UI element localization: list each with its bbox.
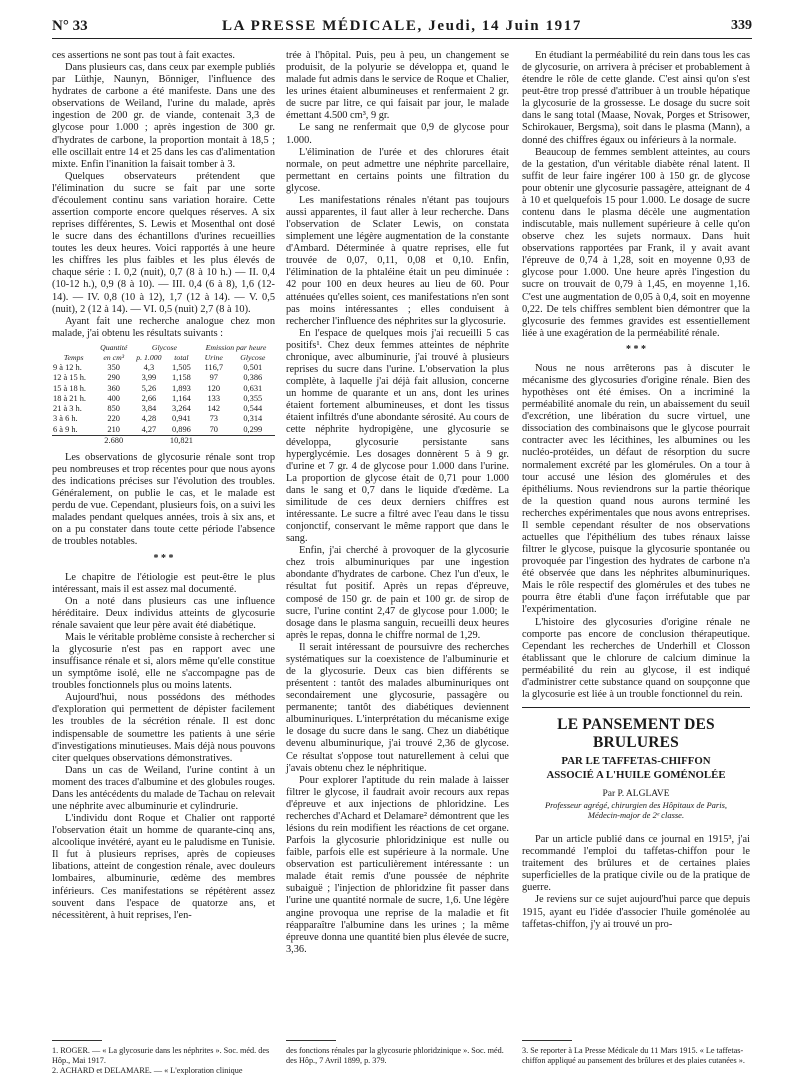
table-total-row — [52, 435, 275, 446]
footnote: 1. ROGER. — « La glycosurie dans les néphrites ». Soc. méd. des Hôp., Mai 1917. — [52, 1046, 270, 1065]
footnotes-col3 — [522, 1046, 750, 1066]
footnotes-col2 — [286, 1046, 509, 1066]
table-cell: 4,3 — [143, 363, 155, 373]
table-header: p. 1.000 — [136, 353, 162, 363]
table-row — [52, 363, 275, 373]
table-header: total — [174, 353, 189, 363]
issue-number: N° 33 — [52, 18, 88, 34]
paragraph: Les manifestations rénales n'étant pas toujours aussi apparentes, il faut aller à leur recherche. Dans l'observation de Sclater Lewis, on constata simplement une légère augmentation de la constante d'Ambard. Déterminée à quatre reprises, elle fut trouvée de 0,07, 0,11, 0,08 et 0,10. Enfin, l'élimination de la phtaléine était un peu diminuée : 42 pour 100 en deux heures au lieu de 60. Pour atténuées qu'elles soient, ces manifestations n'en sont pas moins intéressantes ; elles conduisent à rechercher l'influence des néphrites sur la glycosurie. — [286, 194, 509, 327]
section-separator: * * * — [626, 343, 646, 355]
table-cell: 116,7 — [204, 363, 224, 373]
table-cell: 97 — [209, 373, 218, 383]
paragraph: Il serait intéressant de poursuivre des recherches systématiques sur la coexistence de l'albuminurie et de la glycosurie. Deux cas bien différents se présentent : tantôt des malades albuminuriques ont secondairement une glycosurie, passagère ou permanente; tantôt des diabétiques deviennent albuminuriques. L'interprétation du mécanisme exige le dosage du sucre dans le sang. Chez un diabétique devenu albuminurique, j'ai trouvé 2,36 de glycose. Ce résultat s'oppose tout naturellement à celui que j'avais obtenu chez le néphritique. — [286, 641, 509, 774]
table-row — [52, 394, 275, 404]
table-cell: 9 à 12 h. — [53, 363, 82, 373]
paragraph: En étudiant la perméabilité du rein dans tous les cas de glycosurie, on arrivera à préciser et probablement à étendre le rôle de cette glande. C'est ainsi qu'on s'est peut-être trop pressé d'attribuer à un trouble hépatique la glycosurie de la grossesse. Le dosage du sucre soit dans le sang total (Maase, Novak, Porges et Strisower, Schirokauer, Bergsma), soit dans le plasma (Mann), a donné des chiffres égaux ou inférieurs à la normale. — [522, 50, 750, 146]
paragraph: En l'espace de quelques mois j'ai recueilli 5 cas positifs¹. Chez deux femmes atteintes de néphrite chronique, avec albuminurie, j'ai trouvé à plusieurs reprises du sucre dans l'urine. L'observation la plus complète, à laquelle j'ai déjà fait allusion, concerne un homme de quarante et un ans, dont les urines étaient fortement albumineuses, et dont les tissus étaient infiltrés d'une abondante sérosité. Au cours de cette néphrite hydropigène, une glycosurie se développa, glycosurie persistante sans hyperglycémie. Les dosages donnèrent 5 à 9 gr. d'urine et 7 gr. 4 de glycose pour 1.000 dans l'urine. La proportion de glycose était de 0,71 pour 1.000 dans le sang et 0,7 dans le liquide d'œdème. La similitude de ces deux derniers chiffres est intéressante. Le sucre a filtré avec l'eau dans le tissu conjonctif, conservant le même rapport que dans le sang. — [286, 327, 509, 545]
article-subtitle: ASSOCIÉ A L'HUILE GOMÉNOLÉE — [546, 769, 726, 782]
table-cell: 15 à 18 h. — [53, 383, 87, 393]
page-number: 339 — [731, 18, 752, 33]
table-header: Urine — [204, 353, 223, 363]
table-header: Temps — [63, 353, 84, 363]
table-cell: 1,158 — [172, 373, 191, 383]
table-cell: 1,893 — [172, 383, 191, 393]
paragraph: ces assertions ne sont pas tout à fait exactes. — [52, 50, 235, 61]
table-cell: 73 — [209, 414, 218, 424]
paragraph: trée à l'hôpital. Puis, peu à peu, un changement se produisit, de la polyurie se développa et, quand le malade fut admis dans le service de Roque et Chalier, les urines étaient albumineuses et renfermaient 2 gr. de sucre par litre, ce qui faisait par jour, le malade émettant 4.500 cm³, 9 gr. — [286, 50, 509, 122]
column-3 — [522, 50, 750, 931]
table-cell: 360 — [107, 383, 120, 393]
author-affiliation — [522, 800, 750, 820]
table-cell: 18 à 21 h. — [53, 393, 87, 403]
table-cell: 0,355 — [243, 393, 263, 403]
table-cell: 3 à 6 h. — [53, 414, 78, 424]
footnote-divider — [286, 1040, 336, 1041]
paragraph: L'élimination de l'urée et des chlorures était normale, on peut admettre une néphrite parcellaire, permettant en certains points une filtration du glycose. — [286, 146, 509, 194]
table-cell: 0,299 — [243, 424, 263, 434]
table-cell: 0,631 — [243, 383, 263, 393]
page-header — [52, 14, 752, 39]
glycose-results-table — [52, 343, 275, 446]
table-cell: 0,314 — [243, 414, 263, 424]
article-author: Par P. ALGLAVE — [602, 789, 670, 800]
paragraph: Je reviens sur ce sujet aujourd'hui parce que depuis 1915, ayant eu l'idée d'associer l'huile goménolée au taffetas-chiffon, j'y ai trouvé un pro- — [522, 894, 750, 930]
table-cell: 21 à 3 h. — [53, 404, 82, 414]
column-2 — [286, 50, 509, 956]
affiliation-line: Professeur agrégé, chirurgien des Hôpitaux de Paris, — [544, 800, 728, 811]
footnote-divider — [52, 1040, 102, 1041]
table-cell: 0,386 — [243, 373, 263, 383]
article-subtitle: PAR LE TAFFETAS-CHIFFON — [561, 755, 711, 768]
table-cell: 2,66 — [141, 393, 157, 403]
table-cell: 0,941 — [172, 414, 191, 424]
paragraph: Le chapitre de l'étiologie est peut-être le plus intéressant, mais il est assez mal documenté. — [52, 571, 275, 595]
paragraph: Par un article publié dans ce journal en 1915³, j'ai recommandé l'emploi du taffetas-chiffon pour le traitement des brûlures et de certaines plaies superficielles de la pratique civile ou de la pratique de guerre. — [522, 834, 750, 894]
table-cell: 1,505 — [172, 363, 191, 373]
paragraph: Quelques observateurs prétendent que l'élimination du sucre se fait par une sorte d'écoulement continu sans variation horaire. Cette assertion comporte encore quelques réserves. A six reprises différentes, S. Lewis et Mosenthal ont dosé le sucre dans des échantillons d'urines recueillies toutes les deux heures. Voici rapportés à une heure les chiffres les plus faibles et les plus élevés de chaque série : I. 0,2 (nuit), 0,7 (8 à 10 h.) — II. 0,4 (10-12 h.), 0,9 (8 à 10). — III. 0,4 (6 à 8), 1,6 (12-14). — IV. 0,8 (10 à 12), 1,7 (12 à 14). — V. 0,5 (nuit), 2 (12 à 14). — VI. 0,5 (nuit) 2,7 (8 à 10). — [52, 170, 275, 315]
table-cell: 1,164 — [172, 393, 191, 403]
footnote: 3. Se reporter à La Presse Médicale du 11 Mars 1915. « Le taffetas-chiffon appliqué au pansement des brûlures et des plaies cutanées ». — [522, 1046, 745, 1065]
paragraph: Pour explorer l'aptitude du rein malade à laisser filtrer le glycose, il faudrait avoir recours aux repas d'épreuve et aux injections de phloridzine. Les recherches d'Achard et Delamare² démontrent que les lésions du rein modifient les réactions de cet organe. Parfois la glycosurie phloridzinique est nulle ou faible, parfois elle est supérieure à la normale. Une observation est particulièrement intéressante : un malade était remis d'une poussée de néphrite subaiguë ; l'injection de phloridzine fit passer dans l'urine une quantité normale de sucre, 1,6. Une légère angine provoqua une reprise de la maladie et fit réapparaître l'albumine dans les urines ; la même épreuve donna une quantité bien plus élevée de sucre, 3,36. — [286, 774, 509, 955]
table-cell: 210 — [107, 424, 120, 434]
paragraph: Les observations de glycosurie rénale sont trop peu nombreuses et trop récentes pour que nous ayons des indications précises sur l'évolution des troubles. Généralement, on publie le cas, et le malade est perdu de vue. Cependant, plusieurs fois, on a suivi les malades pendant quelques années, trois à six ans, et on a pu constater dans toute cette période l'absence de troubles notables. — [52, 451, 275, 548]
journal-title: LA PRESSE MÉDICALE, Jeudi, 14 Juin 1917 — [222, 18, 582, 34]
table-row — [52, 384, 275, 394]
table-row — [52, 373, 275, 383]
table-cell: 850 — [107, 404, 120, 414]
article-divider — [522, 707, 750, 708]
column-1 — [52, 50, 275, 922]
section-separator: * * * — [153, 552, 174, 564]
table-cell: 2.680 — [96, 435, 132, 446]
table-header: Glycose — [240, 353, 266, 363]
footnote: des fonctions rénales par la glycosurie phloridzinique ». Soc. méd. des Hôp., 7 Avril 1899, p. 379. — [286, 1046, 504, 1065]
table-row — [52, 414, 275, 424]
footnote: 2. ACHARD et DELAMARE. — « L'exploration clinique — [52, 1066, 243, 1075]
paragraph: Dans un cas de Weiland, l'urine contint à un moment des traces d'albumine et des globules rouges. Dans les antécédents du malade de Tachau on relevait une néphrite avec albuminurie et cylindrurie. — [52, 764, 275, 813]
paragraph: L'individu dont Roque et Chalier ont rapporté l'observation était un homme de quarante-cinq ans, alcoolique invétéré, ayant eu le paludisme en Tunisie. Il fut à plusieurs reprises, après de copieuses libations, atteint de congestion rénale, avec douleurs lombaires, albuminurie, œdème des membres inférieurs. Ces manifestations se répétèrent assez souvent dans l'espace de quatorze ans, et nécessitèrent, à huit reprises, l'en- — [52, 813, 275, 921]
paragraph: Aujourd'hui, nous possédons des méthodes d'exploration qui permettent de dépister facilement les troubles de la sécrétion rénale. Il est donc indispensable de soumettre les patients à une série d'investigations minutieuses. Mais déjà nous pouvons citer quelques observations démonstratives. — [52, 692, 275, 764]
table-cell: 400 — [107, 393, 120, 403]
table-cell: 290 — [107, 373, 120, 383]
table-cell: 5,26 — [141, 383, 157, 393]
table-cell: 6 à 9 h. — [53, 424, 78, 434]
table-cell: 3,99 — [141, 373, 157, 383]
table-cell: 4,27 — [141, 424, 157, 434]
paragraph: Le sang ne renfermait que 0,9 de glycose pour 1.000. — [286, 122, 509, 146]
paragraph: Ayant fait une recherche analogue chez mon malade, j'ai obtenu les résultats suivants : — [52, 315, 275, 339]
table-cell: 3,84 — [141, 404, 157, 414]
table-header: en cm³ — [103, 353, 125, 363]
paragraph: Dans plusieurs cas, dans ceux par exemple publiés par Lüthje, Naunyn, Bönniger, l'influence des hydrates de carbone a été manifeste. Dans une des observations de Weiland, l'urine du malade, après ingestion de 200 gr. de viande, contenait 3,3 de glycose pour 1.000 ; après ingestion de 300 gr. d'hydrates de carbone, la proportion montait à 18,5 ; elle oscillait entre 14 et 25 dans les cas d'alimentation mixte. Enfin l'inanition la faisait tomber à 3. — [52, 62, 275, 170]
table-cell: 3,264 — [172, 404, 191, 414]
footnotes-col1 — [52, 1046, 275, 1076]
paragraph: Mais le véritable problème consiste à rechercher si la glycosurie n'est pas en rapport avec une insuffisance rénale et si, alors même qu'elle constitue un symptôme isolé, elle ne s'accompagne pas de troubles fonctionnels plus ou moins latents. — [52, 631, 275, 692]
table-header: Quantité — [100, 342, 128, 352]
paragraph: Nous ne nous arrêterons pas à discuter le mécanisme des glycosuries d'origine rénale. Bien des hypothèses ont été émises. On a incriminé la perméabilité anomale du rein, un abaissement du seuil d'excrétion, une libération du sucre virtuel, une dissociation des combinaisons que le glycose pourrait contracter avec les lécithines, les albumines ou les nucléo-protéides, un défaut de résorption du sucre normalement excrété par les glomérules. On a tour à tour accusé une lésion des glomérules et des épithéliums. Nous reviendrons sur la partie théorique de la question quand nous aurons terminé les recherches expérimentales que nous avons entreprises. Il semble cependant résulter de nos observations actuelles que l'épithélium des tubes rénaux laisse filtrer le glycose, puisque la glycosurie spontanée ou provoquée par l'ingestion des hydrates de carbone n'a été observée que dans les néphrites albuminuriques. Mais le rôle respectif des glomérules et des tubes ne pourra être établi d'une façon irréfutable que par l'expérimentation. — [522, 362, 750, 616]
table-cell: 142 — [207, 404, 221, 414]
article-title: LE PANSEMENT DES BRULURES — [557, 716, 715, 752]
table-cell: 133 — [207, 393, 221, 403]
table-header: Emission par heure — [205, 342, 267, 352]
table-cell: 4,28 — [141, 414, 157, 424]
table-cell: 10,821 — [166, 435, 197, 446]
table-row — [52, 404, 275, 414]
footnote-divider — [522, 1040, 572, 1041]
paragraph: Enfin, j'ai cherché à provoquer de la glycosurie chez trois albuminuriques par une ingestion abondante d'hydrates de carbone. Chez l'un d'eux, le résultat fut positif. Après un repas d'épreuve, composé de 150 gr. de pain et 100 gr. de sirop de sucre, l'urine contint 2,47 de glycose pour 1.000; le dosage dans le plasma sanguin, recueilli deux heures après le repas, donna le chiffre normal de 1,29. — [286, 545, 509, 641]
paragraph: On a noté dans plusieurs cas une influence héréditaire. Deux individus atteints de glycosurie rénale savaient que leur père avait été diabétique. — [52, 595, 275, 631]
table-cell: 0,896 — [172, 424, 191, 434]
table-cell: 12 à 15 h. — [53, 373, 87, 383]
table-cell: 120 — [207, 383, 221, 393]
table-cell: 70 — [209, 424, 218, 434]
table-cell: 350 — [107, 363, 120, 373]
table-header: Glycose — [151, 342, 177, 352]
paragraph: Beaucoup de femmes semblent atteintes, au cours de la gestation, d'un véritable diabète rénal latent. Il suffit de leur faire ingérer 100 à 150 gr. de glycose pour obtenir une glycosurie passagère, atteignant de 4 à 10 et quelquefois 15 pour 1.000. Le dosage de sucre contenu dans le plasma décèle une augmentation indiscutable, mais nullement supérieure à celle qu'on observe chez les sujets normaux. Dans huit observations rapportées par Frank, il y avait avant l'épreuve de 0,74 à 1,28, soit en moyenne 0,93 de glycose pour 1.000. Une heure après l'ingestion du sucre on trouvait de 0,79 à 1,45, en moyenne 1,16. C'est une augmentation de 0,05 à 0,4, soit en moyenne 0,22. De tels chiffres semblent bien démontrer que la glycosurie des femmes gravides est essentiellement liée à une exagération de la perméabilité rénale. — [522, 146, 750, 339]
table-cell: 220 — [107, 414, 120, 424]
table-cell: 0,501 — [243, 363, 263, 373]
table-cell: 0,544 — [243, 404, 263, 414]
table-row — [52, 425, 275, 436]
affiliation-line: Médecin-major de 2ᵉ classe. — [587, 810, 685, 821]
paragraph: L'histoire des glycosuries d'origine rénale ne comporte pas encore de conclusion thérapeutique. Cependant les recherches de Underhill et Closson établissant que le chlorure de calcium diminue la perméabilité du rein au glycose, il est indiqué d'administrer cette substance quand on soupçonne que la glycosurie est liée à un trouble fonctionnel du rein. — [522, 616, 750, 700]
